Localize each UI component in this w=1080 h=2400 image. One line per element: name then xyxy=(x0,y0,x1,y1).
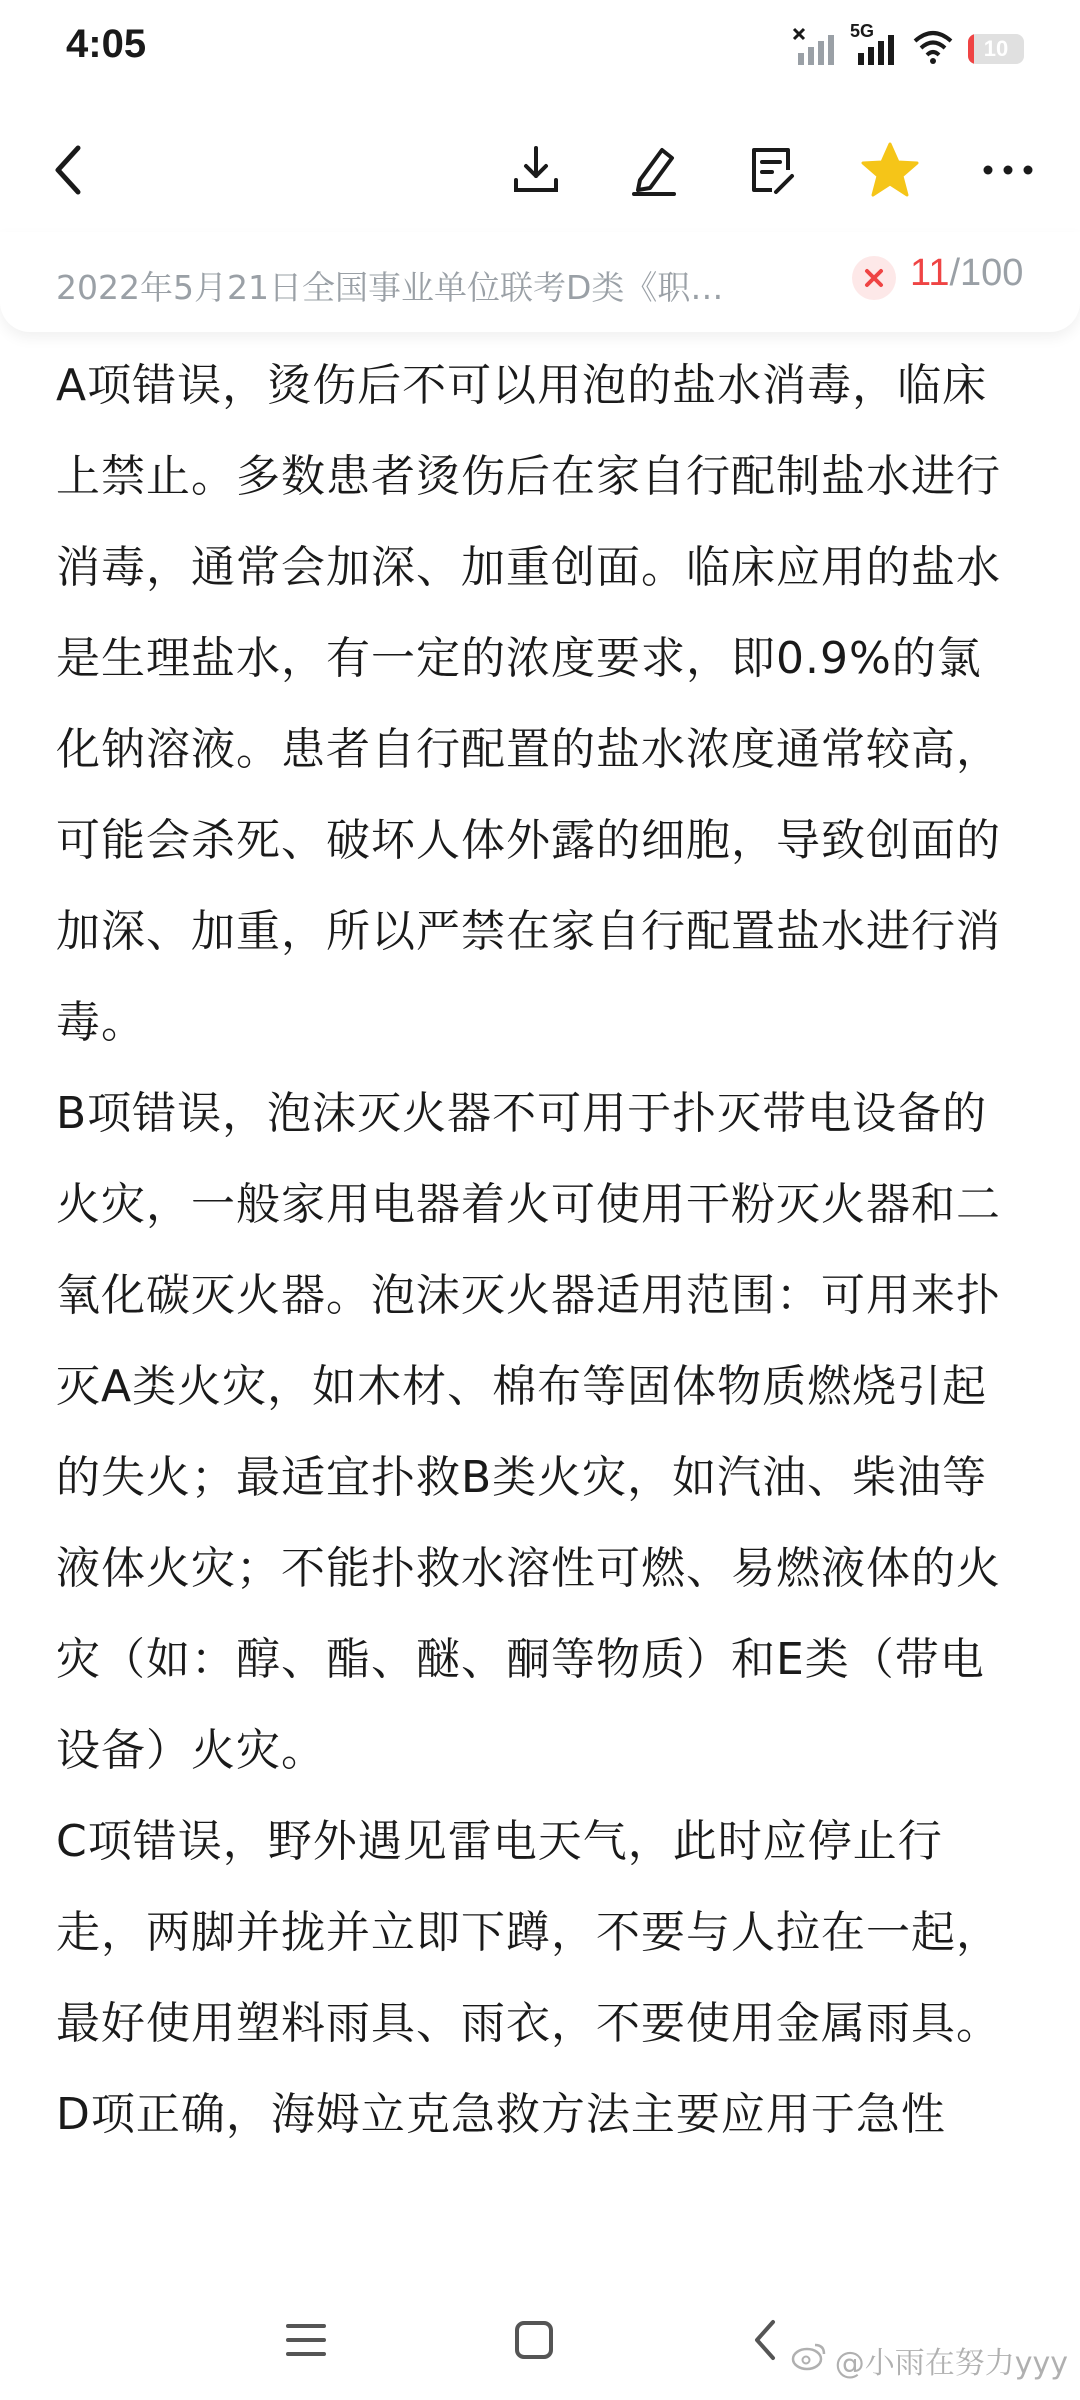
signal-off-icon xyxy=(792,27,836,71)
battery-fill xyxy=(968,34,974,64)
analysis-paragraph-d: D项正确，海姆立克急救方法主要应用于急性 xyxy=(56,2089,946,2140)
total-questions: /100 xyxy=(949,252,1024,294)
analysis-content xyxy=(56,340,1016,2260)
download-icon[interactable] xyxy=(496,130,576,210)
home-icon[interactable] xyxy=(484,2290,584,2390)
watermark xyxy=(791,2338,1068,2382)
analysis-paragraph-c: C项错误，野外遇见雷电天气，此时应停止行走，两脚并拢并立即下蹲，不要与人拉在一起，最好使用塑料雨具、雨衣，不要使用金属雨具。 xyxy=(56,1816,1001,2049)
5g-signal-icon xyxy=(850,21,898,71)
battery-icon xyxy=(968,34,1024,64)
battery-level: 10 xyxy=(983,36,1009,61)
analysis-paragraph-a: A项错误，烫伤后不可以用泡的盐水消毒，临床上禁止。多数患者烫伤后在家自行配制盐水进行消毒，通常会加深、加重创面。临床应用的盐水是生理盐水，有一定的浓度要求，即0.9%的氯化钠溶液。患者自行配置的盐水浓度通常较高，可能会杀死、破坏人体外露的细胞，导致创面的加深、加重，所以严禁在家自行配置盐水进行消毒。 xyxy=(56,360,1001,1048)
edit-icon[interactable] xyxy=(614,130,694,210)
back-icon[interactable] xyxy=(30,130,110,210)
question-info-bar xyxy=(0,232,1080,332)
watermark-text: @小雨在努力yyy xyxy=(834,2346,1068,2381)
network-label: 5G xyxy=(850,21,875,41)
exam-title[interactable]: 2022年5月21日全国事业单位联考D类《职… xyxy=(56,268,724,307)
question-progress xyxy=(910,252,1023,295)
wrong-icon xyxy=(852,256,896,300)
toolbar xyxy=(0,110,1080,230)
current-question-number: 11 xyxy=(910,252,950,294)
wifi-icon xyxy=(912,29,954,69)
status-bar xyxy=(0,0,1080,100)
star-icon[interactable] xyxy=(850,130,930,210)
analysis-paragraph-b: B项错误，泡沫灭火器不可用于扑灭带电设备的火灾，一般家用电器着火可使用干粉灭火器和二氧化碳灭火器。泡沫灭火器适用范围：可用来扑灭A类火灾，如木材、棉布等固体物质燃烧引起的失火；最适宜扑救B类火灾，如汽油、柴油等液体火灾；不能扑救水溶性可燃、易燃液体的火灾（如：醇、酯、醚、酮等物质）和E类（带电设备）火灾。 xyxy=(56,1088,1001,1776)
status-time: 4:05 xyxy=(66,22,147,66)
status-icons xyxy=(792,21,1024,74)
weibo-logo-icon xyxy=(791,2341,827,2379)
note-icon[interactable] xyxy=(732,130,812,210)
menu-icon[interactable] xyxy=(256,2290,356,2390)
more-icon[interactable] xyxy=(968,130,1048,210)
